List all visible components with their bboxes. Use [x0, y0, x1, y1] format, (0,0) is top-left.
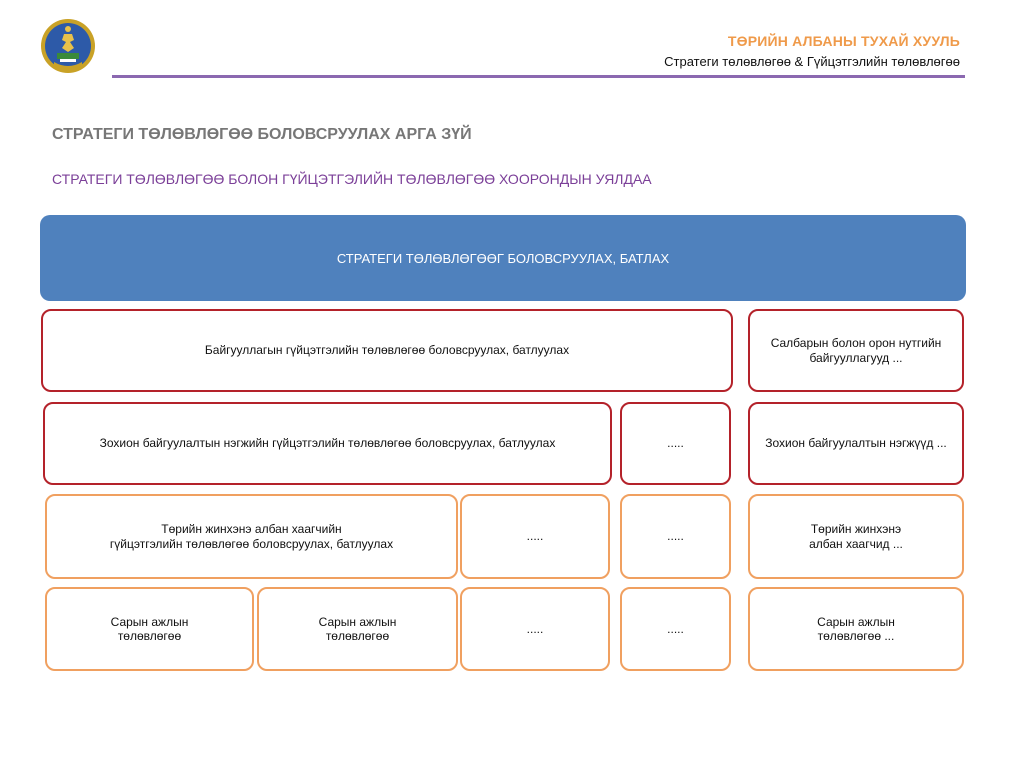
diagram-banner: СТРАТЕГИ ТӨЛӨВЛӨГӨӨГ БОЛОВСРУУЛАХ, БАТЛАХ	[40, 215, 966, 301]
servant-ellipsis-box-1: .....	[460, 494, 610, 579]
unit-ellipsis-box: .....	[620, 402, 731, 485]
org-units-box: Зохион байгуулалтын нэгжүүд ...	[748, 402, 964, 485]
header-divider	[112, 75, 965, 78]
monthly-plan-box-1: Сарын ажлын төлөвлөгөө	[45, 587, 254, 671]
page-title: СТРАТЕГИ ТӨЛӨВЛӨГӨӨ БОЛОВСРУУЛАХ АРГА ЗҮЙ	[52, 126, 472, 143]
unit-performance-plan-box: Зохион байгуулалтын нэгжийн гүйцэтгэлийн төлөвлөгөө боловсруулах, батлуулах	[43, 402, 612, 485]
page-subtitle: СТРАТЕГИ ТӨЛӨВЛӨГӨӨ БОЛОН ГҮЙЦЭТГЭЛИЙН ТӨЛӨВЛӨГӨӨ ХООРОНДЫН УЯЛДАА	[52, 171, 652, 187]
header-subtitle: Стратеги төлөвлөгөө & Гүйцэтгэлийн төлөвлөгөө	[664, 54, 960, 69]
monthly-plans-side-box: Сарын ажлын төлөвлөгөө ...	[748, 587, 964, 671]
monthly-plan-box-2: Сарын ажлын төлөвлөгөө	[257, 587, 458, 671]
monthly-ellipsis-box-2: .....	[620, 587, 731, 671]
header-title: ТӨРИЙН АЛБАНЫ ТУХАЙ ХУУЛЬ	[727, 33, 960, 49]
servant-ellipsis-box-2: .....	[620, 494, 731, 579]
soyombo-emblem-icon	[40, 18, 96, 78]
monthly-ellipsis-box-1: .....	[460, 587, 610, 671]
sector-local-orgs-box: Салбарын болон орон нутгийн байгууллагууд ...	[748, 309, 964, 392]
org-performance-plan-box: Байгууллагын гүйцэтгэлийн төлөвлөгөө боловсруулах, батлуулах	[41, 309, 733, 392]
civil-servants-box: Төрийн жинхэнэ албан хаагчид ...	[748, 494, 964, 579]
civil-servant-plan-box: Төрийн жинхэнэ албан хаагчийн гүйцэтгэлийн төлөвлөгөө боловсруулах, батлуулах	[45, 494, 458, 579]
